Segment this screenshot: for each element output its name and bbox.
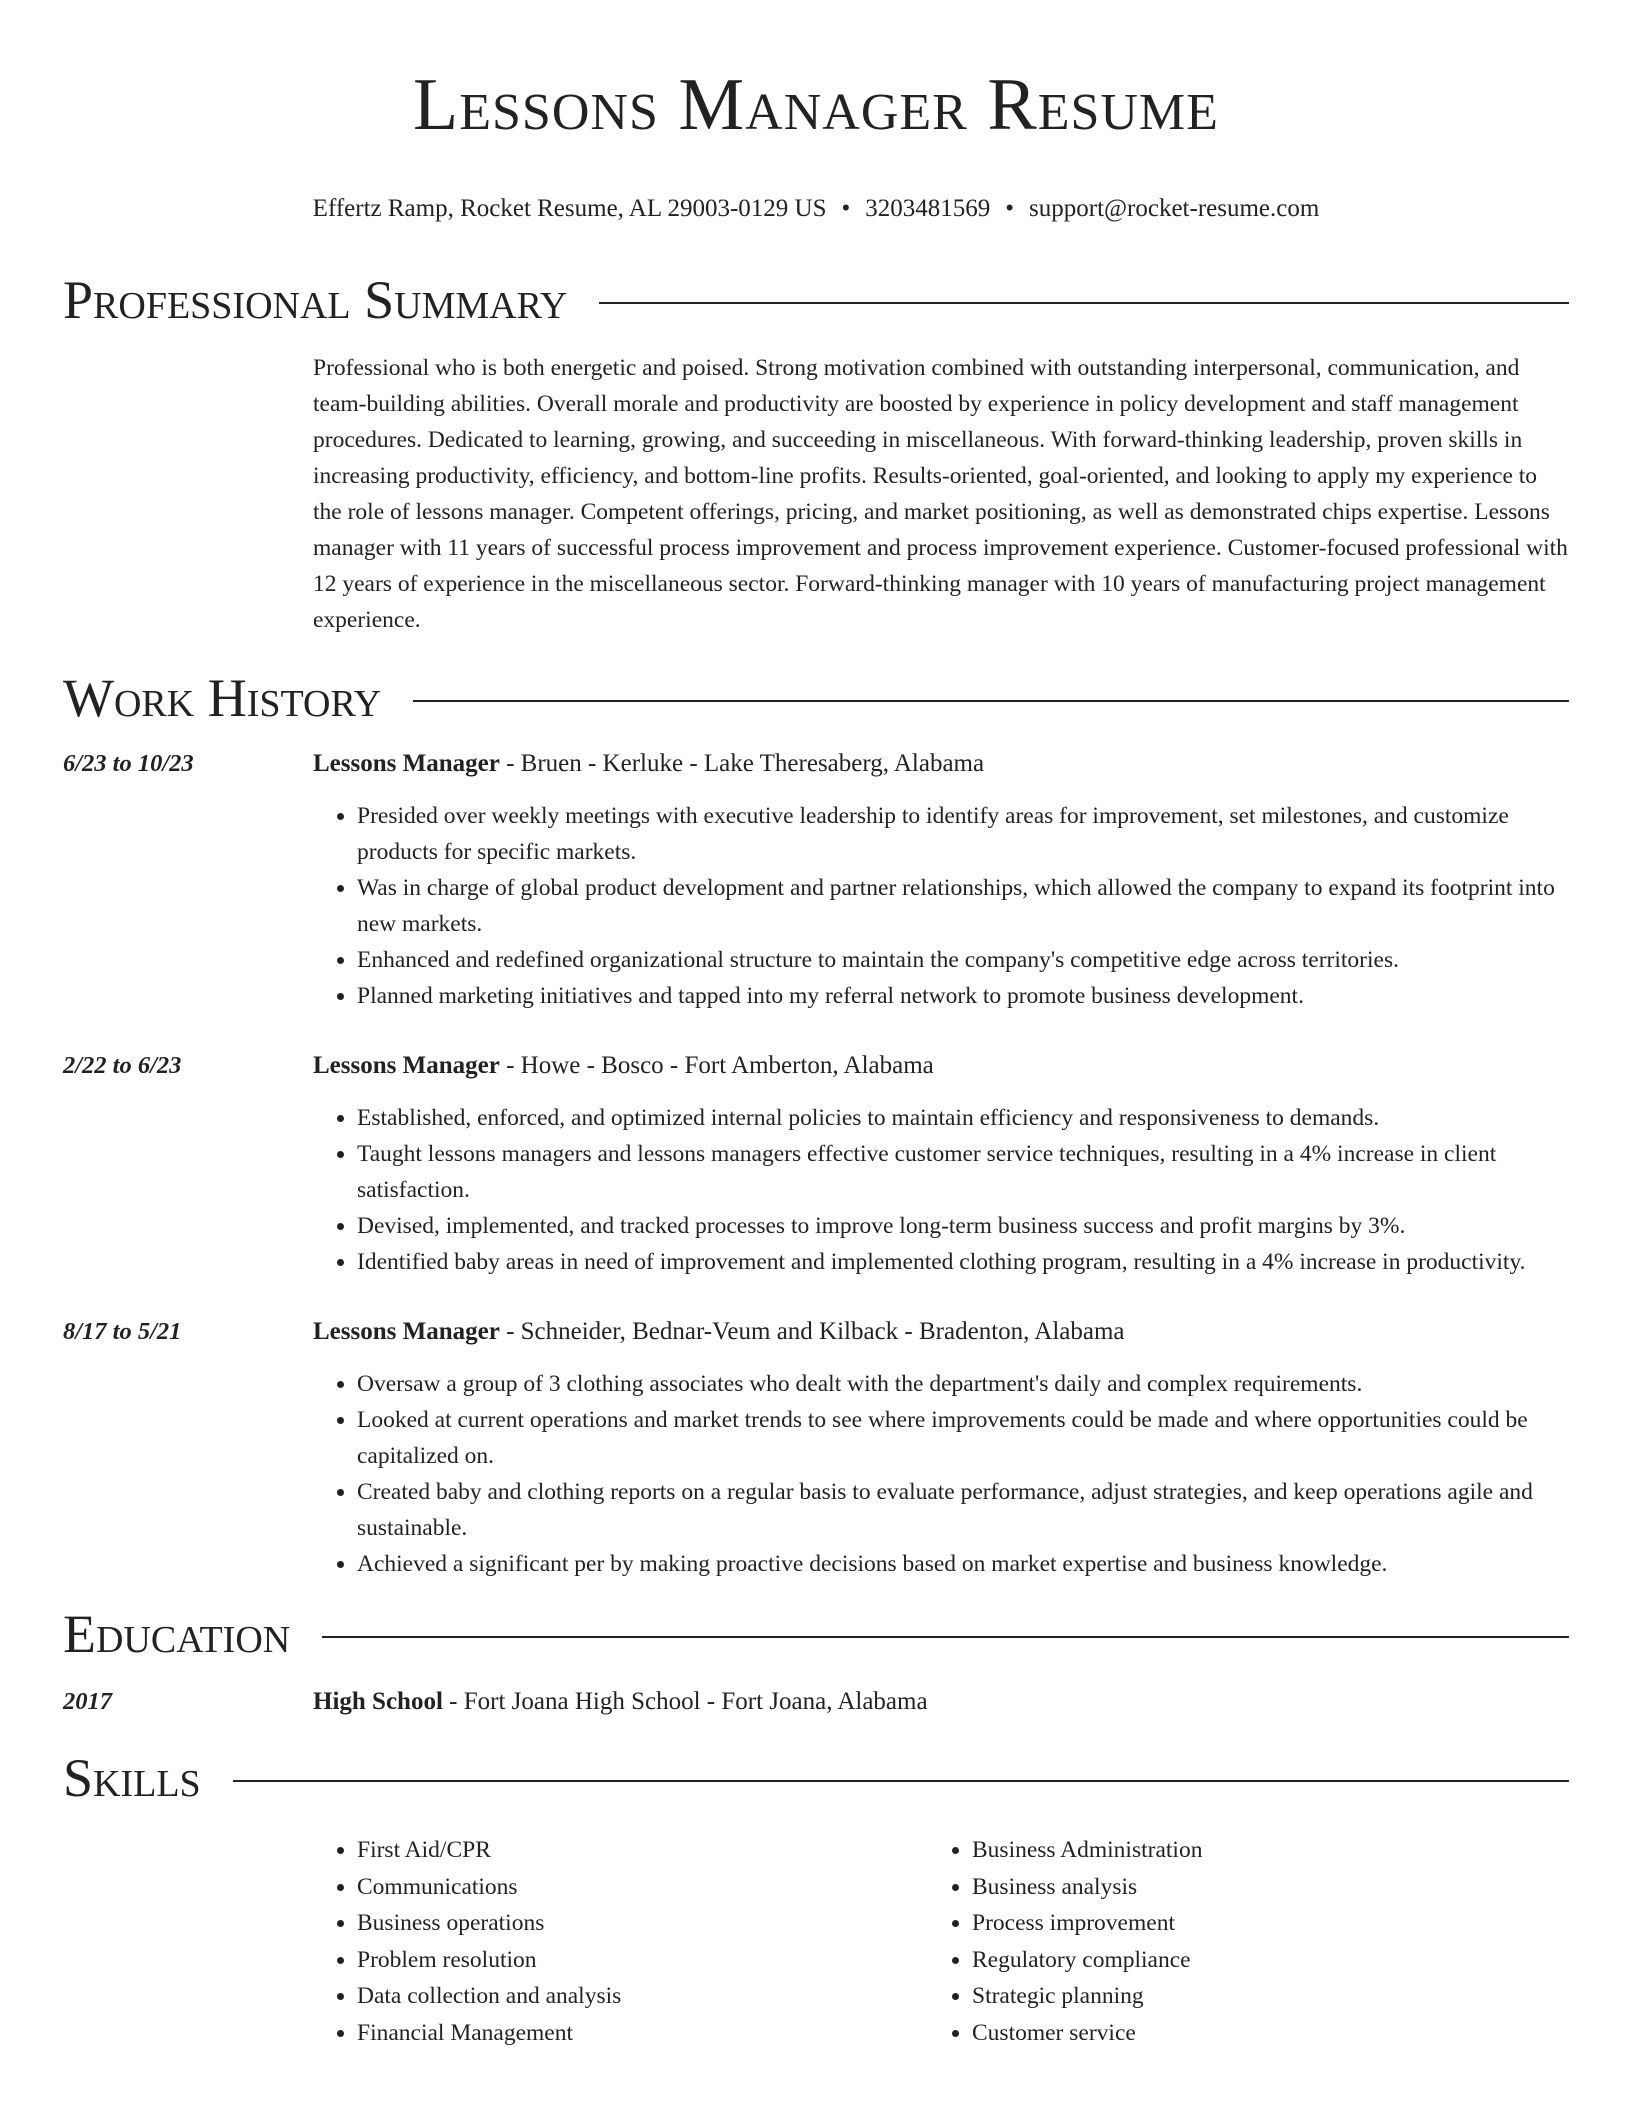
job-body — [313, 746, 1569, 1014]
skills-list — [313, 1832, 1569, 2051]
skill-item: • Communications — [357, 1869, 928, 1906]
job-body — [313, 1314, 1569, 1582]
job-bullets — [313, 1100, 1569, 1280]
job-bullet: • Identified baby areas in need of improvement and implemented clothing program, resulting in a 4% increase in productivity. — [357, 1244, 1569, 1280]
education-entry — [63, 1684, 1569, 1720]
education-section-header — [63, 1602, 1569, 1666]
skills-heading: Skills — [63, 1748, 201, 1808]
job-bullet: • Taught lessons managers and lessons managers effective customer service techniques, resulting in a 4% increase in client satisfaction. — [357, 1136, 1569, 1208]
address: Effertz Ramp, Rocket Resume, AL 29003-0129 US — [312, 195, 827, 222]
job-dates: 8/17 to 5/21 — [63, 1318, 182, 1345]
education-degree: High School — [313, 1688, 443, 1715]
job-title: Lessons Manager — [313, 1318, 500, 1345]
job-entry — [63, 746, 1569, 1014]
separator-dot: • — [841, 195, 851, 222]
section-divider — [599, 302, 1569, 304]
job-bullet: • Was in charge of global product development and partner relationships, which allowed the company to expand its footprint into new markets. — [357, 870, 1569, 942]
skill-item: • Financial Management — [357, 2015, 928, 2052]
skill-item: • Data collection and analysis — [357, 1978, 928, 2015]
summary-text: Professional who is both energetic and poised. Strong motivation combined with outstanding interpersonal, communication, and team-building abilities. Overall morale and productivity are boosted by experience in policy development and staff management procedures. Dedicated to learning, growing, and succeeding in miscellaneous. With forward-thinking leadership, proven skills in increasing productivity, efficiency, and bottom-line profits. Results-oriented, goal-oriented, and looking to apply my experience to the role of lessons manager. Competent offerings, pricing, and market positioning, as well as demonstrated chips expertise. Lessons manager with 11 years of successful process improvement and process improvement experience. Customer-focused professional with 12 years of experience in the miscellaneous sector. Forward-thinking manager with 10 years of manufacturing project management experience. — [313, 355, 1568, 633]
education-body — [313, 1684, 1569, 1720]
job-body — [313, 1048, 1569, 1280]
contact-line — [63, 192, 1569, 226]
phone: 3203481569 — [865, 195, 991, 222]
section-divider — [322, 1636, 1569, 1638]
skill-item: • Customer service — [972, 2015, 1543, 2052]
education-year: 2017 — [63, 1688, 112, 1715]
job-dates: 2/22 to 6/23 — [63, 1052, 182, 1079]
skills-column-left — [313, 1832, 928, 2051]
job-details: - Schneider, Bednar-Veum and Kilback - Bradenton, Alabama — [499, 1318, 1125, 1345]
job-title-line — [313, 1314, 1569, 1350]
job-bullet: • Looked at current operations and market trends to see where improvements could be made and where opportunities could be capitalized on. — [357, 1402, 1569, 1474]
job-title-line — [313, 1048, 1569, 1084]
skill-item: • First Aid/CPR — [357, 1832, 928, 1869]
email: support@rocket-resume.com — [1029, 195, 1320, 222]
job-bullet: • Established, enforced, and optimized internal policies to maintain efficiency and responsiveness to demands. — [357, 1100, 1569, 1136]
section-divider — [413, 700, 1569, 702]
skill-item: • Regulatory compliance — [972, 1942, 1543, 1979]
job-dates: 6/23 to 10/23 — [63, 750, 194, 777]
job-details: - Howe - Bosco - Fort Amberton, Alabama — [499, 1052, 934, 1079]
separator-dot: • — [1005, 195, 1015, 222]
skill-item: • Strategic planning — [972, 1978, 1543, 2015]
education-heading: Education — [63, 1604, 291, 1664]
job-details: - Bruen - Kerluke - Lake Theresaberg, Alabama — [499, 750, 985, 777]
work-section-header — [63, 666, 1569, 730]
job-entry — [63, 1048, 1569, 1280]
job-title: Lessons Manager — [313, 1052, 500, 1079]
work-heading: Work History — [63, 668, 382, 728]
summary-section-header — [63, 268, 1569, 332]
job-bullet: • Created baby and clothing reports on a regular basis to evaluate performance, adjust strategies, and keep operations agile and sustainable. — [357, 1474, 1569, 1546]
resume-title: Lessons Manager Resume — [413, 64, 1219, 146]
skill-item: • Business analysis — [972, 1869, 1543, 1906]
job-bullets — [313, 1366, 1569, 1582]
skill-item: • Problem resolution — [357, 1942, 928, 1979]
job-title: Lessons Manager — [313, 750, 500, 777]
job-bullet: • Devised, implemented, and tracked processes to improve long-term business success and profit margins by 3%. — [357, 1208, 1569, 1244]
education-details: - Fort Joana High School - Fort Joana, Alabama — [442, 1688, 928, 1715]
job-title-line — [313, 746, 1569, 782]
job-bullet: • Enhanced and redefined organizational structure to maintain the company's competitive edge across territories. — [357, 942, 1569, 978]
summary-heading: Professional Summary — [63, 270, 568, 330]
job-bullet: • Achieved a significant per by making proactive decisions based on market expertise and business knowledge. — [357, 1546, 1569, 1582]
skill-item: • Process improvement — [972, 1905, 1543, 1942]
skill-item: • Business Administration — [972, 1832, 1543, 1869]
skills-column-right — [928, 1832, 1543, 2051]
skill-item: • Business operations — [357, 1905, 928, 1942]
job-bullet: • Planned marketing initiatives and tapped into my referral network to promote business development. — [357, 978, 1569, 1014]
job-bullet: • Presided over weekly meetings with executive leadership to identify areas for improvement, set milestones, and customize products for specific markets. — [357, 798, 1569, 870]
skills-section-header — [63, 1746, 1569, 1810]
education-line — [313, 1684, 1569, 1720]
section-divider — [233, 1780, 1569, 1782]
job-bullets — [313, 798, 1569, 1014]
job-bullet: • Oversaw a group of 3 clothing associates who dealt with the department's daily and complex requirements. — [357, 1366, 1569, 1402]
job-entry — [63, 1314, 1569, 1582]
